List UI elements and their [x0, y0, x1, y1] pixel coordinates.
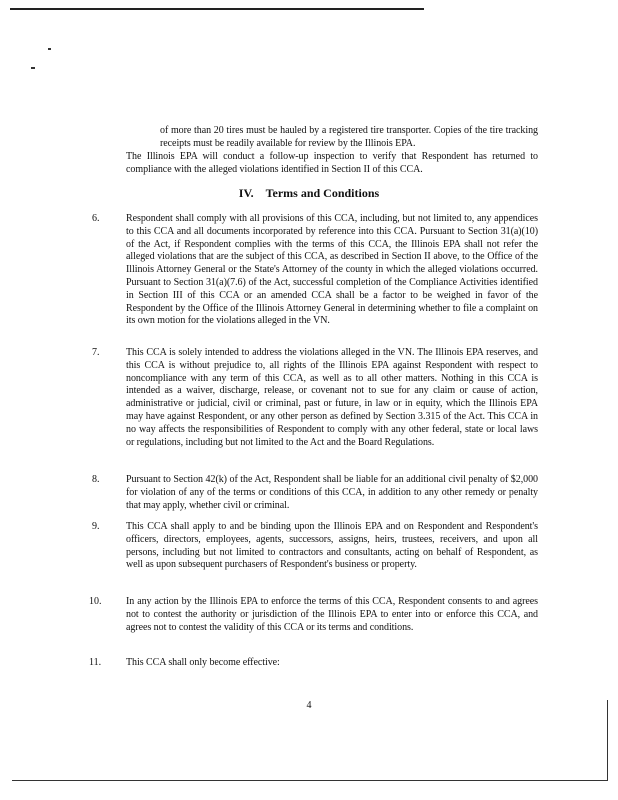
page-number: 4 — [306, 700, 312, 711]
item-number: 6. — [92, 213, 100, 224]
follow-up-paragraph: The Illinois EPA will conduct a follow-up inspection to verify that Respondent has returned to compliance with the alleged violations identified in Section II of this CCA. — [126, 151, 538, 175]
scan-speck — [31, 67, 35, 69]
scan-top-edge — [10, 8, 424, 10]
continuation-paragraph: of more than 20 tires must be hauled by a registered tire transporter. Copies of the tire tracking receipts must be readily available for review by the Illinois EPA. — [160, 125, 538, 149]
section-title: Terms and Conditions — [265, 186, 380, 200]
scan-right-edge — [607, 700, 608, 780]
item-number: 9. — [92, 521, 100, 532]
scan-bottom-edge — [12, 780, 608, 781]
item-paragraph: In any action by the Illinois EPA to enforce the terms of this CCA, Respondent consents to and agrees not to contest the authority or jurisdiction of the Illinois EPA to enter into or enforce this CCA, and agrees not to contest the validity of this CCA or its terms and conditions. — [126, 596, 538, 633]
item-paragraph: Pursuant to Section 42(k) of the Act, Respondent shall be liable for an additional civil penalty of $2,000 for violation of any of the terms or conditions of this CCA, in addition to any other remedy or penalty that may apply, whether civil or criminal. — [126, 474, 538, 511]
item-number: 10. — [89, 596, 102, 607]
item-paragraph: This CCA is solely intended to address the violations alleged in the VN. The Illinois EPA reserves, and this CCA is without prejudice to, all rights of the Illinois EPA against Respondent with respect to noncompliance with any term of this CCA, as well as to all other matters. Nothing in this CCA is intended as a waiver, discharge, release, or covenant not to sue for any claim or cause of action, administrative or judicial, civil or criminal, past or future, in law or in equity, which the Illinois EPA may have against Respondent, or any other person as defined by Section 3.315 of the Act. This CCA in no way affects the responsibilities of Respondent to comply with any other federal, state or local laws or regulations, including but not limited to the Act and the Board Regulations. — [126, 347, 538, 448]
item-number: 8. — [92, 474, 100, 485]
item-paragraph: This CCA shall only become effective: — [126, 657, 280, 668]
section-heading — [0, 186, 618, 201]
section-number: IV. — [238, 186, 254, 200]
scan-speck — [48, 48, 51, 50]
item-paragraph: This CCA shall apply to and be binding upon the Illinois EPA and on Respondent and Respondent's officers, directors, employees, agents, successors, assigns, heirs, trustees, receivers, and upon all persons, including but not limited to contractors and consultants, acting on behalf of Respondent, as well as upon subsequent purchasers of Respondent's business or property. — [126, 521, 538, 571]
item-number: 7. — [92, 347, 100, 358]
item-number: 11. — [89, 657, 102, 668]
item-paragraph: Respondent shall comply with all provisions of this CCA, including, but not limited to, any appendices to this CCA and all documents incorporated by reference into this CCA. Pursuant to Section 31(a)(10) of the Act, if Respondent complies with the terms of this CCA, the Illinois EPA shall not refer the alleged violations that are the subject of this CCA, as described in Section II above, to the Office of the Illinois Attorney General or the State's Attorney of the county in which the alleged violations occurred. Pursuant to Section 31(a)(7.6) of the Act, successful completion of the Compliance Activities identified in Section III of this CCA or an amended CCA shall be a factor to be weighed in favor of the Respondent by the Office of the Illinois Attorney General in determining whether to file a complaint on its own motion for the violations alleged in the VN. — [126, 213, 538, 327]
